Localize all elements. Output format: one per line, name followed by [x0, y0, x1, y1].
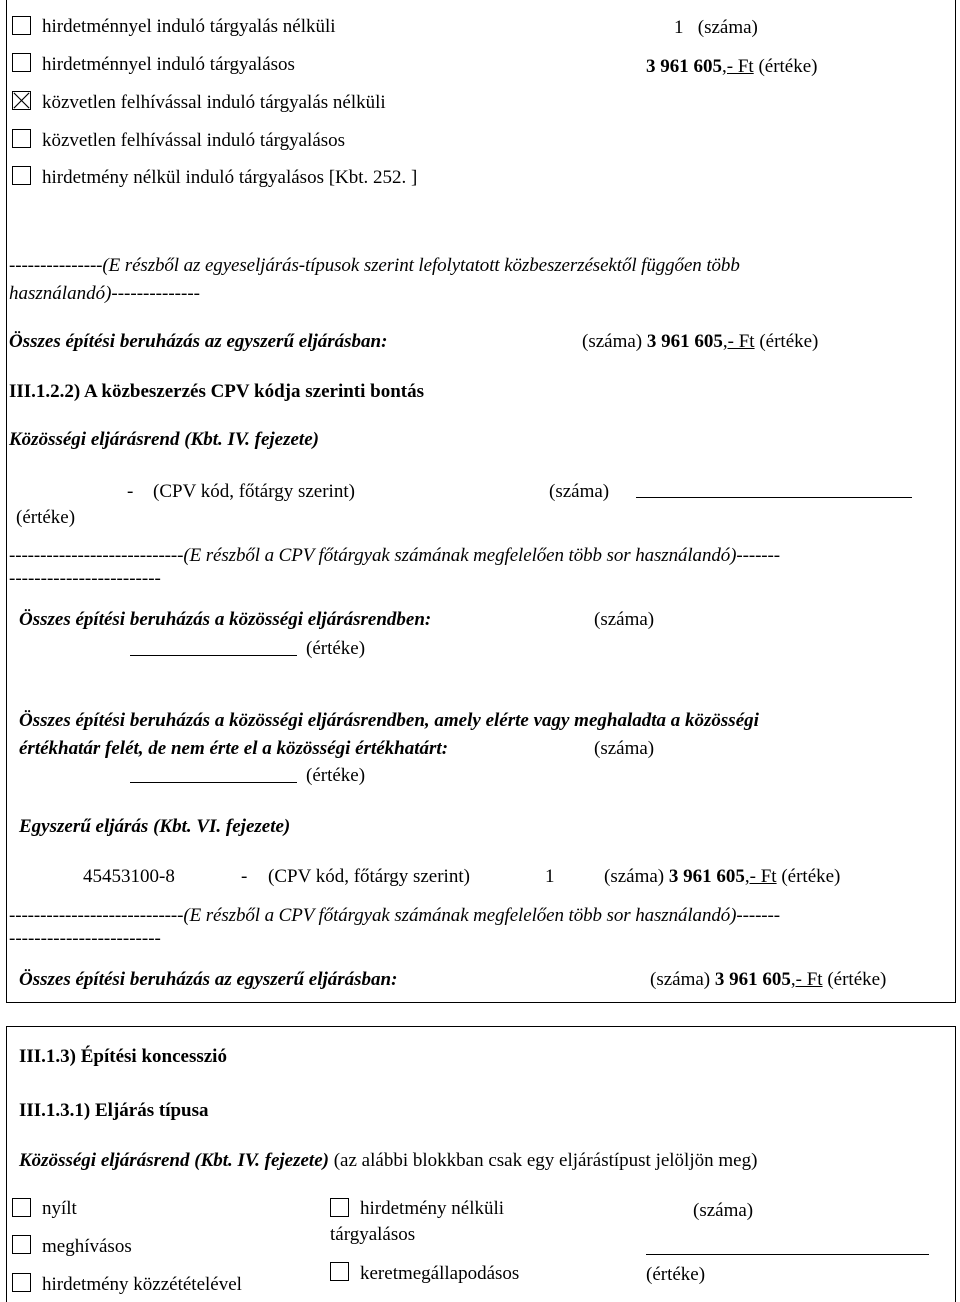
simple-cpv-value: (száma) 3 961 605,- Ft (értéke) [604, 866, 841, 887]
cpv-row-count-label: (száma) [549, 481, 610, 502]
left-border [6, 0, 7, 1003]
procedure-type-heading: III.1.3.1) Eljárás típusa [19, 1100, 209, 1121]
community-total-value-label: (értéke) [306, 638, 366, 659]
cpv-row-text: (CPV kód, főtárgy szerint) [153, 481, 355, 502]
community-total-label: Összes építési beruházás a közösségi eljárásrendben: [19, 609, 432, 630]
top-value: 3 961 605,- Ft (értéke) [646, 56, 818, 77]
simple-total-value: (száma) 3 961 605,- Ft (értéke) [650, 969, 887, 990]
concession-community-heading: Közösségi eljárásrend (Kbt. IV. fejezete) (az alábbi blokkban csak egy eljárástípust jelöljön meg) [19, 1150, 758, 1171]
checkbox-meghivasos[interactable] [12, 1235, 31, 1254]
checkbox-option-1[interactable] [12, 16, 31, 35]
hirdetmeny-nelkuli-line1: hirdetmény nélküli [360, 1198, 505, 1219]
concession-value-label: (értéke) [646, 1264, 706, 1285]
hirdetmeny-nelkuli-line2: tárgyalásos [330, 1224, 416, 1245]
simple-note-line1: ----------------------------(E részből a CPV főtárgyak számának megfelelően több sor használandó)------- [9, 905, 780, 926]
cpv-note-line2: ------------------------ [9, 568, 161, 589]
e-note-line2: használandó)-------------- [9, 283, 200, 304]
keretmegallapodasos-label: keretmegállapodásos [360, 1263, 520, 1284]
option-1-label: hirdetménnyel induló tárgyalás nélküli [42, 16, 336, 37]
top-count: 1 (száma) [674, 17, 758, 38]
concession-top-border [6, 1026, 956, 1027]
community-total-value-blank[interactable] [130, 655, 297, 656]
meghivasos-label: meghívásos [42, 1236, 132, 1257]
community-half-value-blank[interactable] [130, 782, 297, 783]
total-simple-label: Összes építési beruházás az egyszerű eljárásban: [9, 331, 388, 352]
cpv-row-count-blank[interactable] [636, 497, 912, 498]
community-half-line2: értékhatár felét, de nem érte el a közösségi értékhatárt: [19, 738, 449, 759]
option-5-label: hirdetmény nélkül induló tárgyalásos [Kbt. 252. ] [42, 167, 418, 188]
nyilt-label: nyílt [42, 1198, 77, 1219]
cpv-row-dash: - [127, 481, 134, 502]
e-note-line1: ---------------(E részből az egyeseljárás-típusok szerint lefolytatott közbeszerzésektől függően több [9, 255, 740, 276]
checkbox-option-3-checked[interactable] [12, 91, 31, 110]
hirdetmeny-kozzetetelevel-label: hirdetmény közzétételével [42, 1274, 242, 1295]
block-bottom-border [6, 1002, 956, 1003]
simple-total-label: Összes építési beruházás az egyszerű eljárásban: [19, 969, 398, 990]
simple-cpv-dash: - [241, 866, 248, 887]
checkbox-nyilt[interactable] [12, 1198, 31, 1217]
community-total-count-label: (száma) [594, 609, 655, 630]
simple-cpv-text: (CPV kód, főtárgy szerint) [268, 866, 470, 887]
simple-note-line2: ------------------------ [9, 928, 161, 949]
community-half-value-label: (értéke) [306, 765, 366, 786]
simple-heading: Egyszerű eljárás (Kbt. VI. fejezete) [19, 816, 291, 837]
concession-count-blank[interactable] [646, 1254, 929, 1255]
community-heading: Közösségi eljárásrend (Kbt. IV. fejezete) [9, 429, 319, 450]
option-3-label: közvetlen felhívással induló tárgyalás nélküli [42, 92, 386, 113]
cpv-row-value-label: (értéke) [16, 507, 76, 528]
option-4-label: közvetlen felhívással induló tárgyalásos [42, 130, 346, 151]
simple-cpv-code: 45453100-8 [83, 866, 175, 887]
checkmark-x-icon [13, 92, 30, 109]
concession-heading: III.1.3) Építési koncesszió [19, 1046, 227, 1067]
checkbox-option-4[interactable] [12, 129, 31, 148]
community-half-line1: Összes építési beruházás a közösségi eljárásrendben, amely elérte vagy meghaladta a közösségi [19, 710, 759, 731]
total-simple-value: (száma) 3 961 605,- Ft (értéke) [582, 331, 819, 352]
community-half-count-label: (száma) [594, 738, 655, 759]
simple-cpv-count: 1 [545, 866, 555, 887]
checkbox-keretmegallapodasos[interactable] [330, 1262, 349, 1281]
concession-right-border [955, 1026, 956, 1302]
checkbox-hirdetmeny-kozzetetelevel[interactable] [12, 1273, 31, 1292]
cpv-note-line1: ----------------------------(E részből a CPV főtárgyak számának megfelelően több sor használandó)------- [9, 545, 780, 566]
right-border [955, 0, 956, 1003]
concession-count-label: (száma) [693, 1200, 754, 1221]
option-2-label: hirdetménnyel induló tárgyalásos [42, 54, 295, 75]
checkbox-option-2[interactable] [12, 53, 31, 72]
checkbox-hirdetmeny-nelkuli-targyalasos[interactable] [330, 1198, 349, 1217]
checkbox-option-5[interactable] [12, 166, 31, 185]
concession-left-border [6, 1026, 7, 1302]
cpv-heading: III.1.2.2) A közbeszerzés CPV kódja szerinti bontás [9, 381, 425, 402]
